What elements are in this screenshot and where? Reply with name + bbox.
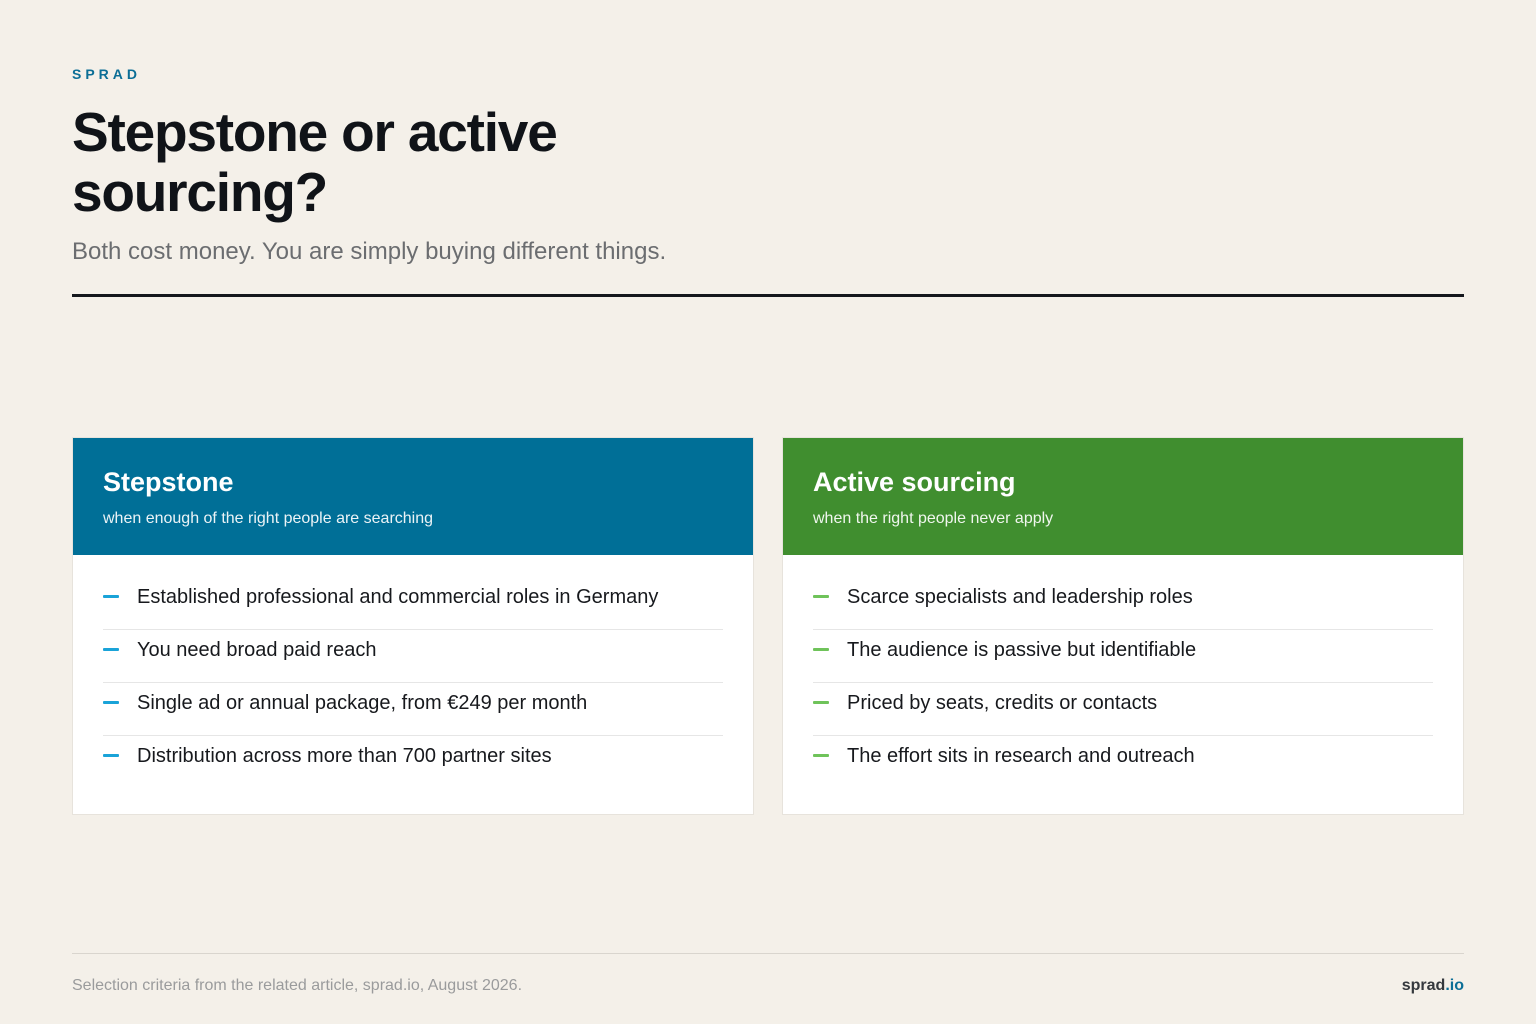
list-item-text: Distribution across more than 700 partner sites <box>137 745 552 767</box>
list-item <box>813 630 1433 683</box>
list-item-text: The audience is passive but identifiable <box>847 639 1197 661</box>
active-sourcing-card-title: Active sourcing <box>813 467 1016 497</box>
list-item <box>813 736 1433 789</box>
list-item <box>103 683 723 736</box>
dash-bullet-icon <box>103 648 119 651</box>
footer-source-note: Selection criteria from the related article, sprad.io, August 2026. <box>72 977 523 994</box>
footer-brand <box>1402 977 1464 995</box>
dash-bullet-icon <box>813 701 829 704</box>
active-sourcing-criteria-list <box>783 555 1463 789</box>
dash-bullet-icon <box>813 754 829 757</box>
dash-bullet-icon <box>813 595 829 598</box>
active-sourcing-card-subtitle: when the right people never apply <box>813 510 1054 527</box>
page-title: Stepstone or active sourcing? <box>72 101 557 223</box>
list-item <box>813 683 1433 736</box>
header-divider <box>72 294 1464 297</box>
stepstone-card-subtitle: when enough of the right people are searching <box>103 510 434 527</box>
page-subtitle: Both cost money. You are simply buying different things. <box>72 238 667 265</box>
list-item <box>813 577 1433 630</box>
dash-bullet-icon <box>103 595 119 598</box>
footer-divider <box>72 953 1464 954</box>
active-sourcing-card <box>782 437 1464 815</box>
dash-bullet-icon <box>813 648 829 651</box>
footer-brand-name: sprad <box>1401 977 1446 994</box>
stepstone-card <box>72 437 754 815</box>
list-item <box>103 630 723 683</box>
brand-label: SPRAD <box>72 66 142 82</box>
stepstone-card-header <box>73 438 753 555</box>
list-item <box>103 736 723 789</box>
active-sourcing-card-header <box>783 438 1463 555</box>
stepstone-card-title: Stepstone <box>103 467 234 497</box>
dash-bullet-icon <box>103 754 119 757</box>
list-item-text: Scarce specialists and leadership roles <box>847 586 1193 608</box>
stepstone-criteria-list <box>73 555 753 789</box>
list-item-text: Established professional and commercial roles in Germany <box>137 586 659 608</box>
list-item-text: The effort sits in research and outreach <box>847 745 1195 767</box>
list-item-text: You need broad paid reach <box>137 639 377 661</box>
footer-brand-tld: .io <box>1445 977 1464 994</box>
list-item <box>103 577 723 630</box>
list-item-text: Priced by seats, credits or contacts <box>847 692 1158 714</box>
dash-bullet-icon <box>103 701 119 704</box>
list-item-text: Single ad or annual package, from €249 per month <box>137 692 588 714</box>
